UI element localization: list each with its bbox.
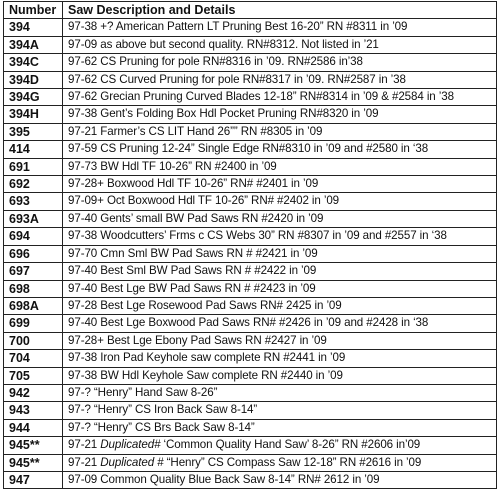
description-text: 97-38 BW Hdl Keyhole Saw complete RN #2440 in ’09: [68, 368, 343, 382]
description-text: 97-38 +? American Pattern LT Pruning Best 16-20” RN #8311 in ’09: [68, 20, 408, 34]
table-row: [4, 210, 497, 227]
description-text: 97-21 Farmer’s CS LIT Hand 26”” RN #8305 in ’09: [68, 124, 323, 138]
saw-description: [63, 123, 497, 140]
saw-number: 945**: [4, 437, 63, 454]
description-text: ‘Common Quality Hand Saw’ 8-26” RN #2606 in’09: [160, 438, 421, 452]
italic-note: Duplicated#: [100, 438, 161, 452]
saw-description: [63, 454, 497, 471]
description-text: 97-40 Best Lge Boxwood Pad Saws RN# #2426 in ’09 and #2428 in ‘38: [68, 316, 429, 330]
saw-description: [63, 280, 497, 297]
table-row: [4, 350, 497, 367]
saw-number: 395: [4, 123, 63, 140]
description-text: 97-62 Grecian Pruning Curved Blades 12-18” RN#8314 in ’09 & #2584 in ’38: [68, 90, 454, 104]
saw-description: [63, 19, 497, 36]
description-text: 97-40 Best Lge BW Pad Saws RN # #2423 in ’09: [68, 281, 316, 295]
saw-number: 705: [4, 367, 63, 384]
table-row: [4, 454, 497, 471]
saw-number: 947: [4, 471, 63, 488]
description-header: Saw Description and Details: [63, 2, 497, 19]
description-text: 97-40 Gents’ small BW Pad Saws RN #2420 in ’09: [68, 211, 324, 225]
saw-number: 699: [4, 315, 63, 332]
description-text: 97-62 CS Pruning for pole RN#8316 in ’09. RN#2586 in’38: [68, 55, 363, 69]
saw-number: 394A: [4, 36, 63, 53]
saw-description: [63, 71, 497, 88]
saw-number: 693: [4, 193, 63, 210]
description-text: 97-38 Iron Pad Keyhole saw complete RN #2441 in ’09: [68, 351, 346, 365]
saw-description: [63, 193, 497, 210]
saw-number: 414: [4, 141, 63, 158]
description-text: 97-09 as above but second quality. RN#8312. Not listed in ’21: [68, 37, 379, 51]
table-row: [4, 19, 497, 36]
description-text: 97-59 CS Pruning 12-24” Single Edge RN#8310 in ’09 and #2580 in ‘38: [68, 142, 429, 156]
table-row: [4, 263, 497, 280]
table-row: [4, 437, 497, 454]
saw-description: [63, 263, 497, 280]
table-row: [4, 402, 497, 419]
description-text: 97-28+ Best Lge Ebony Pad Saws RN #2427 in ’09: [68, 333, 327, 347]
description-text: 97-? “Henry” CS Iron Back Saw 8-14”: [68, 403, 258, 417]
saw-description: [63, 402, 497, 419]
saw-number: 944: [4, 419, 63, 436]
table-body: [4, 19, 497, 489]
table-row: [4, 280, 497, 297]
saw-number: 394H: [4, 106, 63, 123]
saw-description: [63, 36, 497, 53]
table-row: [4, 315, 497, 332]
saw-description: [63, 54, 497, 71]
table-row: [4, 332, 497, 349]
description-text: 97-62 CS Curved Pruning for pole RN#8317 in ’09. RN#2587 in ’38: [68, 72, 406, 86]
saw-description: [63, 384, 497, 401]
table-row: [4, 367, 497, 384]
saw-number: 691: [4, 158, 63, 175]
saw-number: 945**: [4, 454, 63, 471]
saw-description: [63, 228, 497, 245]
description-text: “Henry” CS Compass Saw 12-18” RN #2616 in ’09: [163, 455, 422, 469]
saw-description: [63, 332, 497, 349]
description-text: 97-? “Henry” CS Brs Back Saw 8-14”: [68, 420, 255, 434]
table-row: [4, 106, 497, 123]
table-row: [4, 245, 497, 262]
saw-number: 394D: [4, 71, 63, 88]
table-row: [4, 297, 497, 314]
description-text: 97-09+ Oct Boxwood Hdl TF 10-26” RN# #2402 in ’09: [68, 194, 340, 208]
saw-number: 700: [4, 332, 63, 349]
header-row: [4, 2, 497, 19]
saw-description: [63, 471, 497, 488]
saw-description: [63, 141, 497, 158]
saw-description: [63, 158, 497, 175]
table-row: [4, 158, 497, 175]
description-text: 97-21: [68, 455, 101, 469]
saw-description: [63, 437, 497, 454]
saw-description: [63, 367, 497, 384]
saw-number: 704: [4, 350, 63, 367]
description-text: 97-28 Best Lge Rosewood Pad Saws RN# 2425 in ’09: [68, 298, 342, 312]
table-row: [4, 54, 497, 71]
table-row: [4, 419, 497, 436]
table-row: [4, 71, 497, 88]
saw-description: [63, 315, 497, 332]
saw-number: 394: [4, 19, 63, 36]
description-text: 97-38 Gent’s Folding Box Hdl Pocket Pruning RN#8320 in ’09: [68, 107, 379, 121]
description-text: 97-38 Woodcutters’ Frms c CS Webs 30” RN #8307 in ’09 and #2557 in ‘38: [68, 229, 447, 243]
saw-description: [63, 176, 497, 193]
table-row: [4, 471, 497, 488]
saw-description: [63, 89, 497, 106]
description-text: 97-28+ Boxwood Hdl TF 10-26” RN# #2401 in ’09: [68, 177, 319, 191]
saw-number: 697: [4, 263, 63, 280]
table-row: [4, 141, 497, 158]
description-text: 97-73 BW Hdl TF 10-26” RN #2400 in ’09: [68, 159, 277, 173]
saw-description: [63, 350, 497, 367]
saw-number: 943: [4, 402, 63, 419]
description-text: 97-21: [68, 438, 101, 452]
saw-table: [3, 1, 497, 489]
description-text: 97-70 Cmn Sml BW Pad Saws RN # #2421 in ’09: [68, 246, 318, 260]
description-text: 97-? “Henry” Hand Saw 8-26”: [68, 385, 218, 399]
saw-number: 693A: [4, 210, 63, 227]
saw-number: 942: [4, 384, 63, 401]
saw-description: [63, 419, 497, 436]
saw-number: 692: [4, 176, 63, 193]
table-row: [4, 89, 497, 106]
saw-number: 394C: [4, 54, 63, 71]
saw-number: 694: [4, 228, 63, 245]
saw-description: [63, 106, 497, 123]
description-text: 97-40 Best Sml BW Pad Saws RN # #2422 in ’09: [68, 264, 317, 278]
table-row: [4, 123, 497, 140]
saw-number: 698A: [4, 297, 63, 314]
table-row: [4, 176, 497, 193]
table-row: [4, 228, 497, 245]
saw-description: [63, 245, 497, 262]
saw-number: 696: [4, 245, 63, 262]
saw-number: 698: [4, 280, 63, 297]
table-row: [4, 193, 497, 210]
table-row: [4, 36, 497, 53]
saw-description: [63, 297, 497, 314]
table-row: [4, 384, 497, 401]
italic-note: Duplicated #: [100, 455, 164, 469]
saw-number: 394G: [4, 89, 63, 106]
number-header: Number: [4, 2, 63, 19]
saw-description: [63, 210, 497, 227]
description-text: 97-09 Common Quality Blue Back Saw 8-14” RN# 2612 in ’09: [68, 472, 380, 486]
